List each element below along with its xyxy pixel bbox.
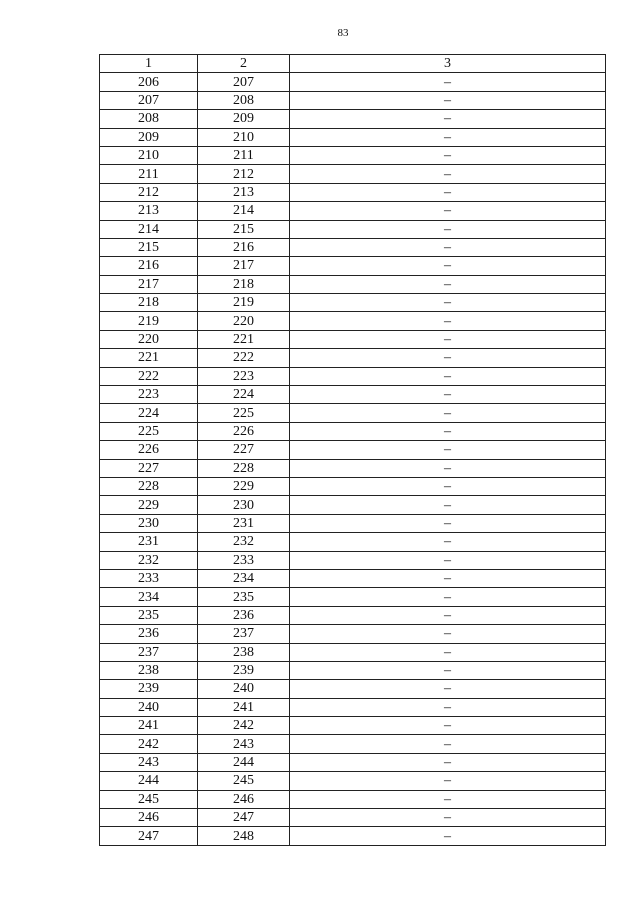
table-cell-col-3: – [290,110,606,128]
table-cell-col-2: 231 [198,514,290,532]
table-row [100,257,606,275]
table-row [100,459,606,477]
table-row [100,809,606,827]
table-cell-col-3: – [290,386,606,404]
column-header-3: 3 [290,55,606,73]
table-cell-col-2: 208 [198,91,290,109]
table-cell-col-1: 229 [100,496,198,514]
table-cell-col-3: – [290,496,606,514]
table-cell-col-3: – [290,809,606,827]
table-row [100,146,606,164]
table-cell-col-1: 225 [100,422,198,440]
table-row [100,661,606,679]
table-cell-col-1: 214 [100,220,198,238]
table-cell-col-3: – [290,753,606,771]
table-row [100,790,606,808]
table-cell-col-3: – [290,128,606,146]
table-cell-col-2: 240 [198,680,290,698]
table-row [100,477,606,495]
table-cell-col-3: – [290,827,606,845]
table-row [100,349,606,367]
table-cell-col-1: 208 [100,110,198,128]
table-cell-col-1: 216 [100,257,198,275]
table-cell-col-2: 234 [198,569,290,587]
table-cell-col-3: – [290,404,606,422]
table-row [100,569,606,587]
table-cell-col-2: 211 [198,146,290,164]
table-cell-col-1: 242 [100,735,198,753]
table-cell-col-2: 218 [198,275,290,293]
table-cell-col-1: 232 [100,551,198,569]
table-row [100,73,606,91]
table-row [100,772,606,790]
table-cell-col-1: 221 [100,349,198,367]
table-cell-col-3: – [290,680,606,698]
table-cell-col-3: – [290,790,606,808]
table-cell-col-1: 219 [100,312,198,330]
table-cell-col-2: 209 [198,110,290,128]
table-cell-col-2: 232 [198,533,290,551]
table-cell-col-3: – [290,717,606,735]
table-row [100,735,606,753]
table-cell-col-3: – [290,91,606,109]
table-cell-col-3: – [290,661,606,679]
table-cell-col-3: – [290,459,606,477]
table-row [100,330,606,348]
table-cell-col-2: 214 [198,202,290,220]
table-cell-col-3: – [290,330,606,348]
table-cell-col-1: 215 [100,238,198,256]
table-cell-col-3: – [290,772,606,790]
table-row [100,606,606,624]
table-cell-col-2: 213 [198,183,290,201]
table-cell-col-3: – [290,698,606,716]
table-row [100,404,606,422]
table-cell-col-2: 239 [198,661,290,679]
table-cell-col-2: 245 [198,772,290,790]
table-cell-col-1: 217 [100,275,198,293]
table-row [100,753,606,771]
table-cell-col-3: – [290,202,606,220]
table-cell-col-1: 210 [100,146,198,164]
table-cell-col-2: 243 [198,735,290,753]
table-cell-col-1: 235 [100,606,198,624]
table-cell-col-2: 212 [198,165,290,183]
table-cell-col-2: 220 [198,312,290,330]
table-cell-col-2: 222 [198,349,290,367]
table-cell-col-3: – [290,643,606,661]
table-row [100,680,606,698]
table-body [100,73,606,845]
table-cell-col-2: 230 [198,496,290,514]
table-cell-col-3: – [290,569,606,587]
table-cell-col-1: 239 [100,680,198,698]
table-cell-col-3: – [290,349,606,367]
table-cell-col-1: 222 [100,367,198,385]
table-cell-col-1: 231 [100,533,198,551]
table-cell-col-3: – [290,183,606,201]
table-row [100,91,606,109]
table-cell-col-1: 243 [100,753,198,771]
table-cell-col-2: 238 [198,643,290,661]
table-cell-col-2: 217 [198,257,290,275]
table-cell-col-2: 216 [198,238,290,256]
table-cell-col-1: 238 [100,661,198,679]
table-cell-col-2: 247 [198,809,290,827]
table-cell-col-1: 230 [100,514,198,532]
table-cell-col-2: 229 [198,477,290,495]
table-row [100,202,606,220]
table-cell-col-2: 246 [198,790,290,808]
table-row [100,110,606,128]
table-cell-col-3: – [290,73,606,91]
table-row [100,183,606,201]
table-cell-col-1: 224 [100,404,198,422]
table-row [100,551,606,569]
table-cell-col-3: – [290,312,606,330]
table-cell-col-3: – [290,220,606,238]
table-row [100,643,606,661]
table-cell-col-2: 235 [198,588,290,606]
table-row [100,533,606,551]
table-cell-col-3: – [290,514,606,532]
table-cell-col-2: 233 [198,551,290,569]
table-cell-col-2: 241 [198,698,290,716]
table-cell-col-1: 234 [100,588,198,606]
table-row [100,275,606,293]
table-cell-col-2: 219 [198,294,290,312]
table-cell-col-2: 223 [198,367,290,385]
table-cell-col-3: – [290,257,606,275]
table-cell-col-2: 248 [198,827,290,845]
table-cell-col-3: – [290,165,606,183]
table-row [100,294,606,312]
table-row [100,625,606,643]
column-header-2: 2 [198,55,290,73]
table-cell-col-1: 247 [100,827,198,845]
table-cell-col-3: – [290,238,606,256]
table-row [100,312,606,330]
table-cell-col-2: 224 [198,386,290,404]
table-cell-col-3: – [290,441,606,459]
table-cell-col-1: 237 [100,643,198,661]
table-row [100,496,606,514]
table-cell-col-2: 227 [198,441,290,459]
table-cell-col-3: – [290,477,606,495]
table-cell-col-3: – [290,551,606,569]
table-cell-col-1: 207 [100,91,198,109]
table-cell-col-3: – [290,588,606,606]
table-cell-col-1: 220 [100,330,198,348]
table-cell-col-3: – [290,294,606,312]
header-row [100,55,606,73]
table-row [100,386,606,404]
table-row [100,220,606,238]
table-cell-col-2: 237 [198,625,290,643]
table-cell-col-1: 246 [100,809,198,827]
table-row [100,514,606,532]
table-cell-col-2: 207 [198,73,290,91]
table-row [100,441,606,459]
table-cell-col-1: 206 [100,73,198,91]
column-header-1: 1 [100,55,198,73]
table-cell-col-2: 215 [198,220,290,238]
data-table [99,54,606,846]
table-row [100,717,606,735]
table-cell-col-1: 223 [100,386,198,404]
table-cell-col-3: – [290,422,606,440]
table-cell-col-3: – [290,275,606,293]
table-cell-col-2: 221 [198,330,290,348]
table-row [100,698,606,716]
table-cell-col-2: 236 [198,606,290,624]
table-row [100,165,606,183]
table-row [100,422,606,440]
table-cell-col-1: 233 [100,569,198,587]
table-cell-col-1: 211 [100,165,198,183]
table-row [100,128,606,146]
table-cell-col-2: 226 [198,422,290,440]
table-header [100,55,606,73]
table-cell-col-1: 244 [100,772,198,790]
table-cell-col-3: – [290,606,606,624]
table-cell-col-2: 242 [198,717,290,735]
table-cell-col-1: 218 [100,294,198,312]
table-row [100,827,606,845]
table-cell-col-3: – [290,533,606,551]
table-cell-col-1: 209 [100,128,198,146]
table-cell-col-1: 228 [100,477,198,495]
table-cell-col-1: 241 [100,717,198,735]
table-cell-col-3: – [290,735,606,753]
table-cell-col-1: 226 [100,441,198,459]
table-cell-col-2: 244 [198,753,290,771]
table-cell-col-1: 245 [100,790,198,808]
table-cell-col-3: – [290,146,606,164]
table-cell-col-1: 240 [100,698,198,716]
table-cell-col-1: 236 [100,625,198,643]
table-cell-col-3: – [290,625,606,643]
table-cell-col-1: 212 [100,183,198,201]
page-number: 83 [337,27,349,39]
table-row [100,367,606,385]
table-cell-col-2: 228 [198,459,290,477]
table-cell-col-3: – [290,367,606,385]
table-cell-col-2: 225 [198,404,290,422]
table-row [100,238,606,256]
table-cell-col-2: 210 [198,128,290,146]
table-cell-col-1: 213 [100,202,198,220]
table-cell-col-1: 227 [100,459,198,477]
table-row [100,588,606,606]
